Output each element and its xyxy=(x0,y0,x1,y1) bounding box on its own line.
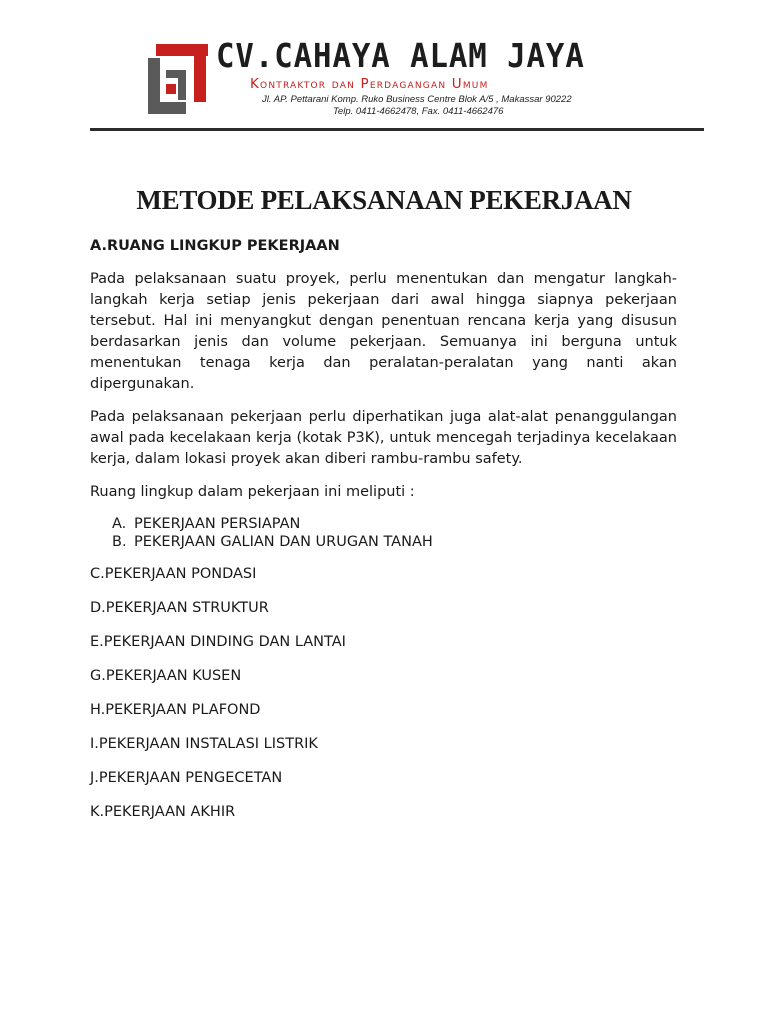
company-logo-icon xyxy=(146,42,210,116)
document-title: METODE PELAKSANAAN PEKERJAAN xyxy=(136,185,632,215)
company-name: CV.CAHAYA ALAM JAYA xyxy=(216,36,585,75)
company-address: Jl. AP. Pettarani Komp. Ruko Business Centre Blok A/5 , Makassar 90222 xyxy=(262,94,572,105)
paragraph: Pada pelaksanaan pekerjaan perlu diperhatikan juga alat-alat penanggulangan awal pada kecelakaan kerja (kotak P3K), untuk mencegah terjadinya kecelakaan kerja, dalam lokasi proyek akan diberi rambu-rambu safety. xyxy=(90,409,677,467)
scope-item: D.PEKERJAAN STRUKTUR xyxy=(90,600,269,616)
list-item-text: PEKERJAAN PERSIAPAN xyxy=(134,516,301,532)
company-tagline: Kontraktor dan Perdagangan Umum xyxy=(250,76,489,92)
scope-item: I.PEKERJAAN INSTALASI LISTRIK xyxy=(90,736,318,752)
scope-item: E.PEKERJAAN DINDING DAN LANTAI xyxy=(90,634,346,650)
scope-item: H.PEKERJAAN PLAFOND xyxy=(90,702,261,718)
scope-intro: Ruang lingkup dalam pekerjaan ini meliputi : xyxy=(90,484,415,500)
scope-item: G.PEKERJAAN KUSEN xyxy=(90,668,242,684)
list-item xyxy=(112,515,677,533)
scope-item: J.PEKERJAAN PENGECETAN xyxy=(90,770,283,786)
letterhead xyxy=(0,0,768,135)
company-phone: Telp. 0411-4662478, Fax. 0411-4662476 xyxy=(333,106,504,117)
scope-item: K.PEKERJAAN AKHIR xyxy=(90,804,236,820)
logo-red-side xyxy=(194,44,206,102)
scope-item: C.PEKERJAAN PONDASI xyxy=(90,566,257,582)
paragraph: Pada pelaksanaan suatu proyek, perlu menentukan dan mengatur langkah-langkah kerja setiap jenis pekerjaan dari awal hingga siapnya pekerjaan tersebut. Hal ini menyangkut dengan penentuan rencana kerja yang disusun berdasarkan jenis dan volume pekerjaan. Semuanya ini berguna untuk menentukan tenaga kerja dan peralatan-peralatan yang nanti akan dipergunakan. xyxy=(90,271,677,392)
scope-sublist xyxy=(90,515,677,551)
logo-gray-base xyxy=(148,102,186,114)
header-divider xyxy=(90,128,704,131)
list-item-text: PEKERJAAN GALIAN DAN URUGAN TANAH xyxy=(134,534,433,550)
list-marker: B. xyxy=(112,534,127,550)
section-heading: A.RUANG LINGKUP PEKERJAAN xyxy=(90,238,340,254)
list-marker: A. xyxy=(112,516,127,532)
list-item xyxy=(112,533,677,551)
logo-gray-inner-stem xyxy=(178,70,186,100)
document-body xyxy=(90,236,677,836)
logo-red-inner xyxy=(166,84,176,94)
